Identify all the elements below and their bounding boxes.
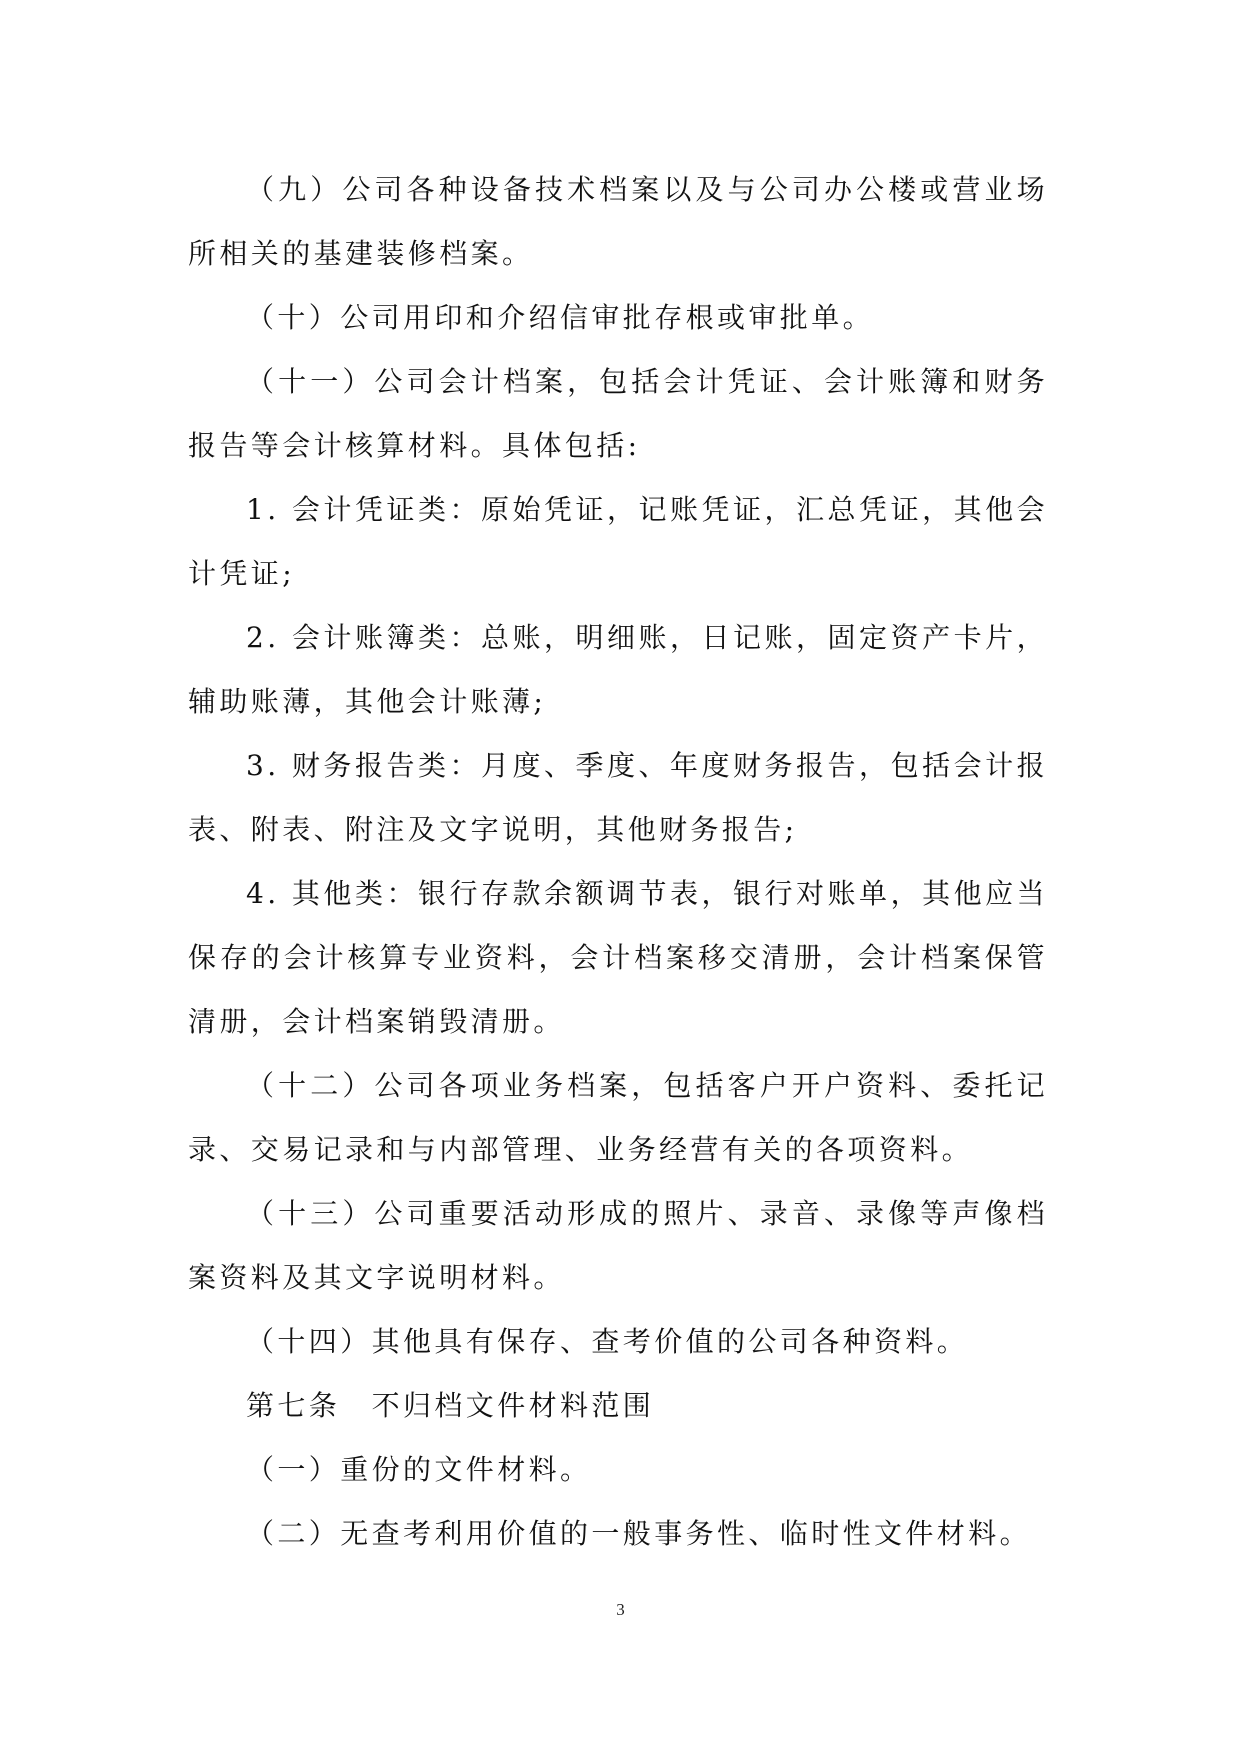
paragraph-item-10: （十）公司用印和介绍信审批存根或审批单。 (246, 301, 875, 334)
paragraph-item-12: （十二）公司各项业务档案，包括客户开户资料、委托记录、交易记录和与内部管理、业务经营有关的各项资料。 (188, 1069, 1048, 1166)
document-body (188, 158, 1048, 1566)
paragraph-financial-reports: 3. 财务报告类：月度、季度、年度财务报告，包括会计报表、附表、附注及文字说明，其他财务报告; (188, 749, 1048, 846)
paragraph-accounting-vouchers: 1. 会计凭证类：原始凭证，记账凭证，汇总凭证，其他会计凭证; (188, 493, 1048, 590)
paragraph-article-7-item-1: （一）重份的文件材料。 (246, 1453, 592, 1486)
paragraph-item-11: （十一）公司会计档案，包括会计凭证、会计账簿和财务报告等会计核算材料。具体包括: (188, 365, 1048, 462)
paragraph-item-13: （十三）公司重要活动形成的照片、录音、录像等声像档案资料及其文字说明材料。 (188, 1197, 1048, 1294)
article-7-heading: 第七条 不归档文件材料范围 (246, 1389, 655, 1422)
paragraph-accounting-books: 2. 会计账簿类：总账，明细账，日记账，固定资产卡片，辅助账薄，其他会计账薄; (188, 621, 1048, 718)
paragraph-item-14: （十四）其他具有保存、查考价值的公司各种资料。 (246, 1325, 969, 1358)
paragraph-item-9: （九）公司各种设备技术档案以及与公司办公楼或营业场所相关的基建装修档案。 (188, 173, 1048, 270)
paragraph-article-7-item-2: （二）无查考利用价值的一般事务性、临时性文件材料。 (246, 1517, 1032, 1550)
paragraph-other-categories: 4. 其他类：银行存款余额调节表，银行对账单，其他应当保存的会计核算专业资料，会计档案移交清册，会计档案保管清册，会计档案销毁清册。 (188, 877, 1048, 1038)
page-number: 3 (616, 1600, 625, 1619)
